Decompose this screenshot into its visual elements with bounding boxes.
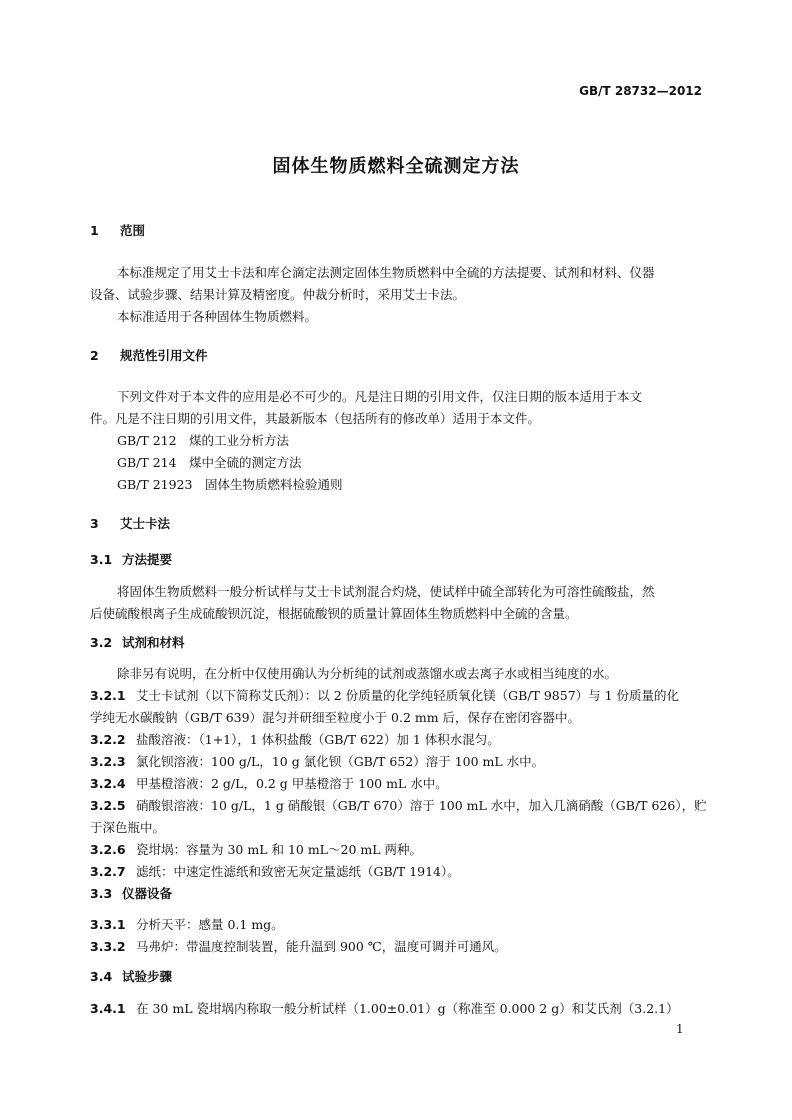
paragraph: 本标准规定了用艾士卡法和库仑滴定法测定固体生物质燃料中全硫的方法提要、试剂和材料、仪器	[117, 265, 655, 280]
paragraph: 下列文件对于本文件的应用是必不可少的。凡是注日期的引用文件，仅注日期的版本适用于本文	[117, 389, 643, 404]
clause-number: 3.3.2	[90, 939, 126, 954]
section-title: 艾士卡法	[120, 516, 171, 531]
paragraph: 将固体生物质燃料一般分析试样与艾士卡试剂混合灼烧，使试样中硫全部转化为可溶性硫酸盐，然	[117, 584, 655, 599]
subsection-number: 3.2	[90, 635, 113, 650]
clause-text: 氯化钡溶液：100 g/L，10 g 氯化钡（GB/T 652）溶于 100 mL 水中。	[136, 754, 545, 769]
subsection-title: 方法提要	[122, 552, 173, 567]
clause-number: 3.2.1	[90, 688, 126, 703]
clause-number: 3.4.1	[90, 1001, 126, 1016]
clause-number: 3.2.7	[90, 864, 126, 879]
clause-text: 分析天平：感量 0.1 mg。	[136, 917, 284, 932]
clause-text: 滤纸：中速定性滤纸和致密无灰定量滤纸（GB/T 1914）。	[136, 864, 460, 879]
clause-text: 硝酸银溶液：10 g/L，1 g 硝酸银（GB/T 670）溶于 100 mL 水中，加入几滴硝酸（GB/T 626），贮	[136, 798, 707, 813]
page-number: 1	[676, 1022, 684, 1036]
clause-text: 盐酸溶液：（1+1），1 体积盐酸（GB/T 622）加 1 体积水混匀。	[136, 732, 500, 747]
section-number: 1	[90, 223, 99, 238]
section-number: 3	[90, 516, 99, 531]
section-3-heading	[90, 514, 170, 532]
section-title: 规范性引用文件	[120, 348, 208, 363]
clause-text: 瓷坩埚：容量为 30 mL 和 10 mL～20 mL 两种。	[136, 842, 422, 857]
subsection-title: 试剂和材料	[122, 635, 185, 650]
clause-number: 3.2.6	[90, 842, 126, 857]
paragraph: 本标准适用于各种固体生物质燃料。	[117, 309, 318, 324]
clause-continuation: 于深色瓶中。	[90, 820, 166, 835]
subsection-number: 3.3	[90, 886, 113, 901]
clause	[90, 862, 460, 880]
clause-text: 甲基橙溶液：2 g/L，0.2 g 甲基橙溶于 100 mL 水中。	[136, 776, 448, 791]
reference-item: GB/T 212 煤的工业分析方法	[117, 433, 290, 448]
clause-text: 马弗炉：带温度控制装置，能升温到 900 ℃，温度可调并可通风。	[136, 939, 507, 954]
clause	[90, 730, 500, 748]
clause-number: 3.2.4	[90, 776, 126, 791]
clause	[90, 774, 448, 792]
section-title: 范围	[120, 223, 146, 238]
clause	[90, 999, 679, 1017]
document-title: 固体生物质燃料全硫测定方法	[272, 156, 520, 177]
clause-number: 3.2.5	[90, 798, 126, 813]
subsection-title: 试验步骤	[122, 969, 173, 984]
subsection-3-1-heading	[90, 550, 172, 568]
clause	[90, 796, 707, 814]
subsection-3-4-heading	[90, 967, 172, 985]
standard-number: GB/T 28732—2012	[579, 84, 702, 98]
paragraph: 除非另有说明，在分析中仅使用确认为分析纯的试剂或蒸馏水或去离子水或相当纯度的水。	[117, 666, 618, 681]
section-number: 2	[90, 348, 99, 363]
clause	[90, 752, 544, 770]
reference-item: GB/T 214 煤中全硫的测定方法	[117, 455, 302, 470]
reference-item: GB/T 21923 固体生物质燃料检验通则	[117, 477, 343, 492]
clause-continuation: 学纯无水碳酸钠（GB/T 639）混匀并研细至粒度小于 0.2 mm 后，保存在密闭容器中。	[90, 710, 581, 725]
clause-number: 3.2.3	[90, 754, 126, 769]
subsection-number: 3.4	[90, 969, 113, 984]
subsection-title: 仪器设备	[122, 886, 173, 901]
paragraph: 件。凡是不注日期的引用文件，其最新版本（包括所有的修改单）适用于本文件。	[90, 411, 541, 426]
subsection-3-2-heading	[90, 633, 185, 651]
clause-number: 3.2.2	[90, 732, 126, 747]
clause	[90, 937, 507, 955]
clause	[90, 686, 679, 704]
clause-text: 在 30 mL 瓷坩埚内称取一般分析试样（1.00±0.01）g（称准至 0.000 2 g）和艾氏剂（3.2.1）	[136, 1001, 679, 1016]
section-1-heading	[90, 221, 145, 239]
clause-text: 艾士卡试剂（以下简称艾氏剂）：以 2 份质量的化学纯轻质氧化镁（GB/T 9857）与 1 份质量的化	[136, 688, 680, 703]
section-2-heading	[90, 346, 208, 364]
subsection-number: 3.1	[90, 552, 113, 567]
clause-number: 3.3.1	[90, 917, 126, 932]
clause	[90, 915, 284, 933]
subsection-3-3-heading	[90, 884, 172, 902]
clause	[90, 840, 422, 858]
paragraph: 设备、试验步骤、结果计算及精密度。仲裁分析时，采用艾士卡法。	[90, 287, 466, 302]
paragraph: 后使硫酸根离子生成硫酸钡沉淀，根据硫酸钡的质量计算固体生物质燃料中全硫的含量。	[90, 606, 578, 621]
